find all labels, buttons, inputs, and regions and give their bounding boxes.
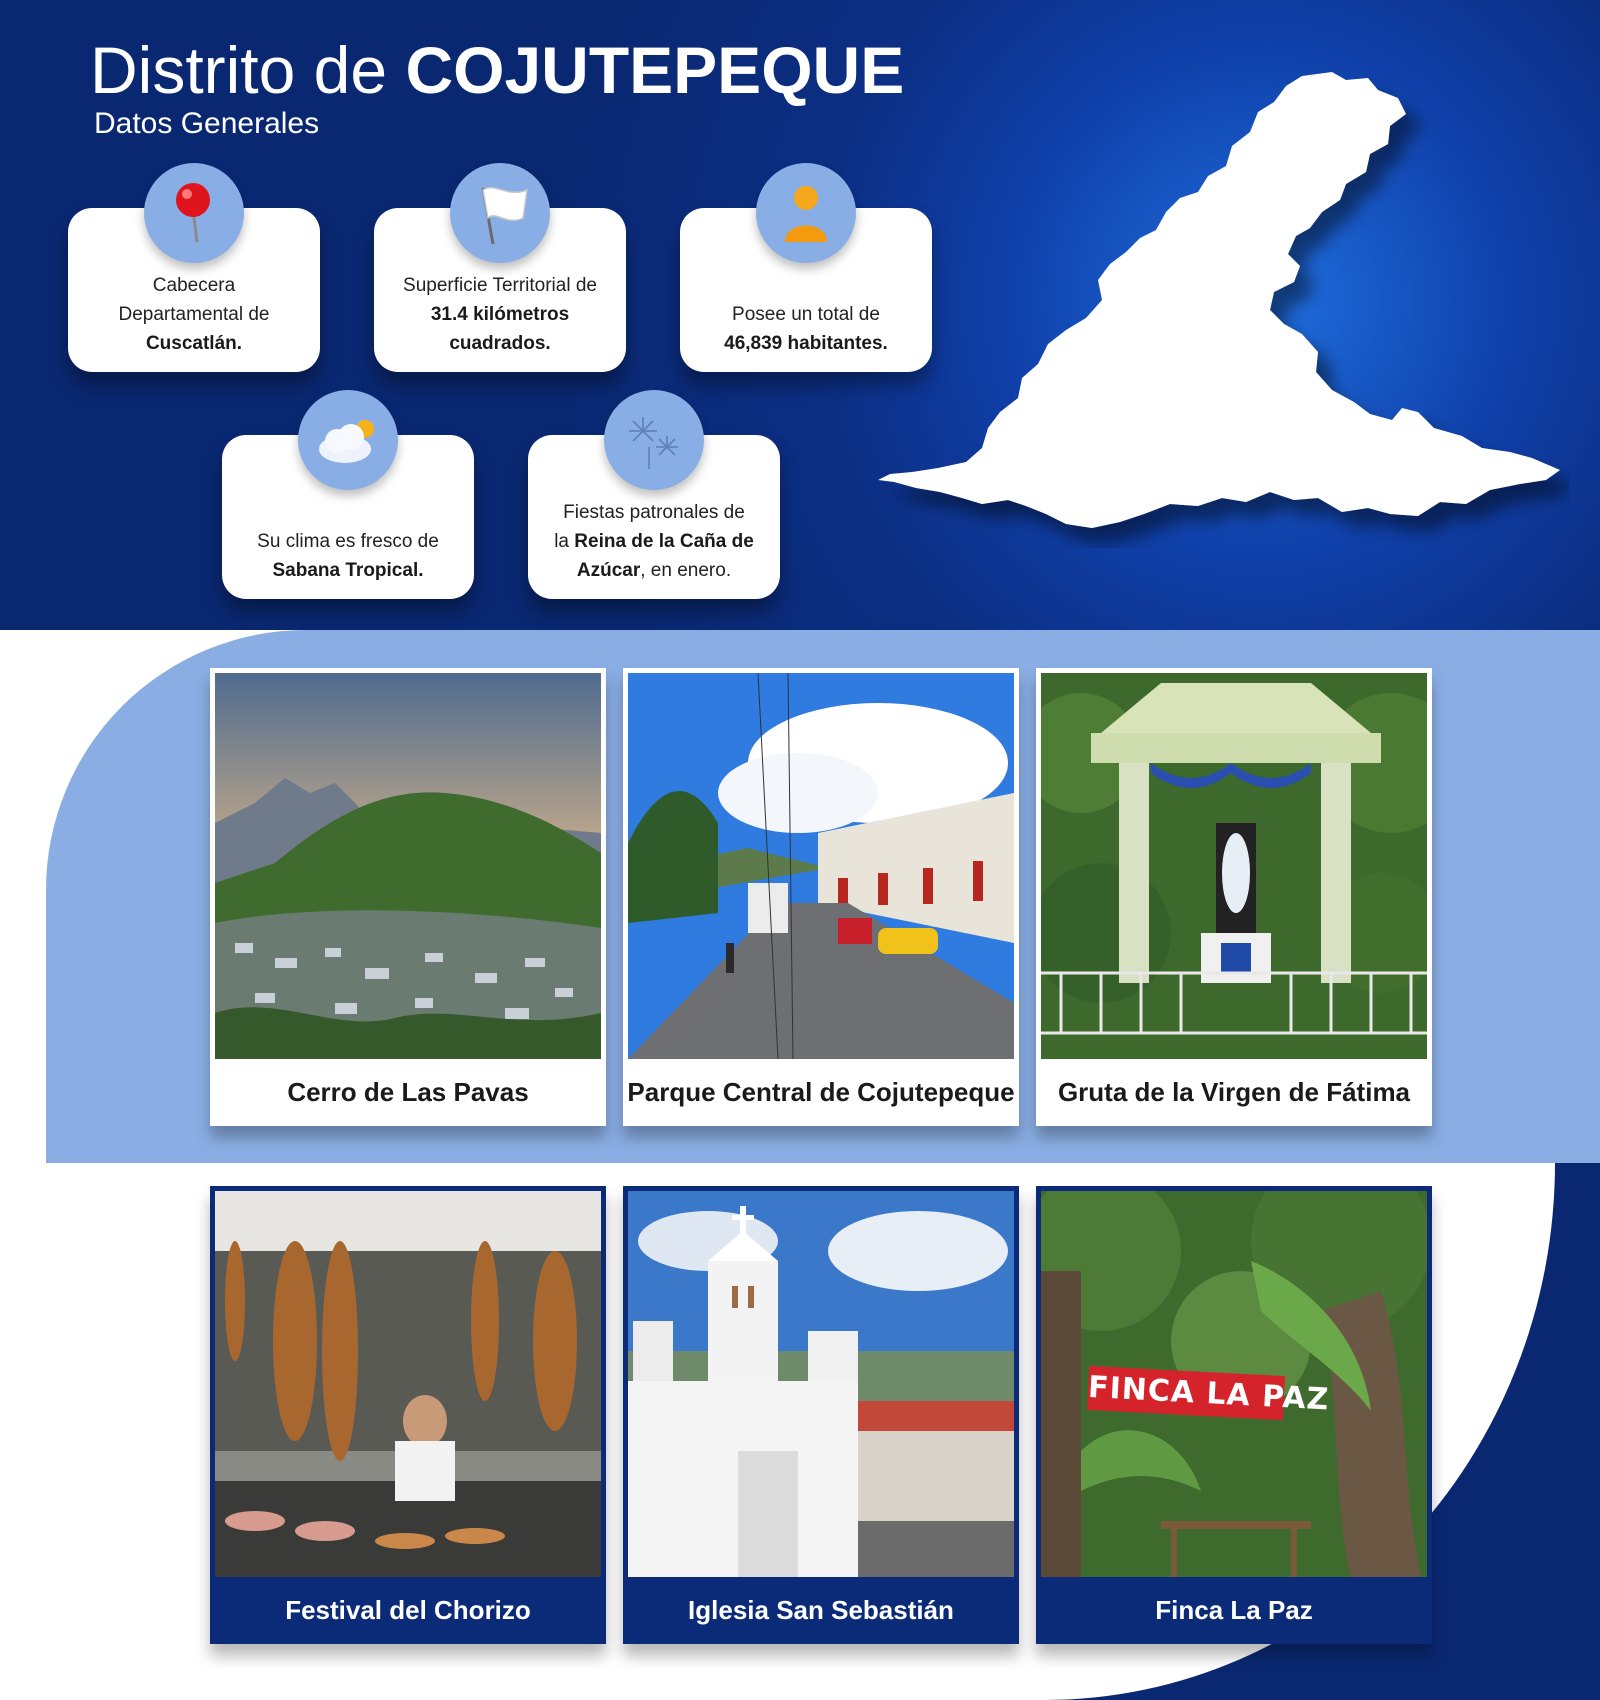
info-card-area (374, 208, 626, 372)
photo-caption: Cerro de Las Pavas (287, 1077, 529, 1107)
info-card-climate (222, 435, 474, 599)
info-festivities-post: , en enero. (640, 560, 732, 581)
photo-cerro-de-las-pavas (215, 673, 601, 1059)
info-area-line1: Superficie Territorial de (403, 275, 597, 296)
info-card-festivities (528, 435, 780, 599)
photo-parque-central (628, 673, 1014, 1059)
photo-card-iglesia (623, 1186, 1019, 1644)
page-title (90, 30, 904, 110)
cloud-sun-icon (298, 390, 398, 490)
info-population-value: 46,839 habitantes. (724, 333, 888, 354)
fireworks-icon (604, 390, 704, 490)
photo-card-cerro (210, 668, 606, 1126)
info-capital-line1: Cabecera (152, 275, 236, 296)
finca-sign-text: FINCA LA PAZ (1087, 1369, 1331, 1418)
photo-card-parque (623, 668, 1019, 1126)
page-subtitle: Datos Generales (94, 107, 320, 140)
info-area-value: 31.4 kilómetros (430, 304, 570, 325)
info-climate-value: Sabana Tropical. (272, 560, 424, 581)
flag-icon (450, 163, 550, 263)
photo-festival-chorizo (215, 1191, 601, 1577)
info-festivities-value: Reina de la Caña de (574, 531, 754, 552)
photo-caption: Finca La Paz (1155, 1595, 1313, 1625)
photo-card-gruta (1036, 668, 1432, 1126)
photo-card-finca (1036, 1186, 1432, 1644)
district-map (870, 68, 1570, 548)
photo-gruta-virgen (1041, 673, 1427, 1059)
photo-iglesia-san-sebastian (628, 1191, 1014, 1577)
photo-caption: Festival del Chorizo (285, 1595, 531, 1625)
map-pin-icon (144, 163, 244, 263)
photo-caption: Iglesia San Sebastián (688, 1595, 954, 1625)
info-festivities-pre: la (554, 531, 575, 552)
info-festivities-value-2: Azúcar (576, 560, 641, 581)
info-capital-value: Cuscatlán. (145, 333, 243, 354)
person-icon (756, 163, 856, 263)
photo-card-chorizo (210, 1186, 606, 1644)
info-climate-line1: Su clima es fresco de (257, 531, 439, 552)
info-capital-line2: Departamental de (118, 304, 270, 325)
info-population-line1: Posee un total de (732, 304, 880, 325)
photo-caption: Gruta de la Virgen de Fátima (1057, 1077, 1411, 1107)
info-area-unit: cuadrados. (449, 333, 551, 354)
info-festivities-line1: Fiestas patronales de (563, 502, 745, 523)
photo-caption: Parque Central de Cojutepeque (627, 1077, 1015, 1107)
info-card-capital (68, 208, 320, 372)
title-district-name: COJUTEPEQUE (405, 33, 905, 107)
title-prefix: Distrito de (90, 33, 388, 107)
